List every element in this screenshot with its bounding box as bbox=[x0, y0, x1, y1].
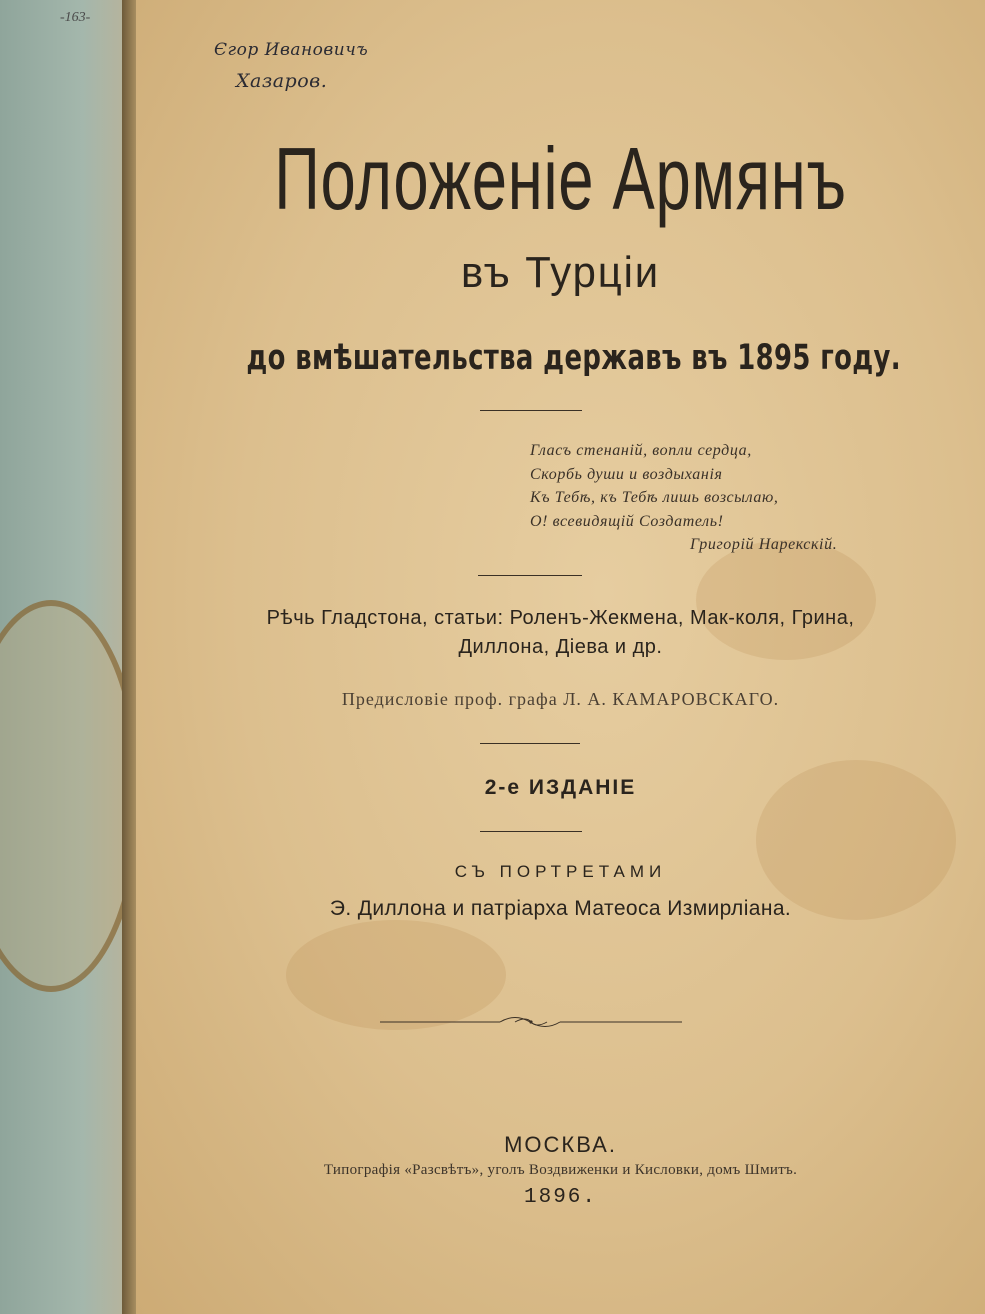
divider-rule bbox=[480, 743, 580, 744]
owner-inscription-line1: Єгор Ивановичъ bbox=[214, 40, 369, 60]
epigraph bbox=[530, 439, 837, 557]
main-title: Положеніе Армянъ bbox=[274, 129, 847, 228]
ornamental-rule bbox=[380, 1014, 682, 1030]
epigraph-line: О! всевидящій Создатель! bbox=[530, 512, 724, 530]
divider-rule bbox=[480, 410, 582, 411]
epigraph-line: Къ Тебѣ, къ Тебѣ лишь возсылаю, bbox=[530, 489, 779, 506]
contents-line2: Диллона, Діева и др. bbox=[458, 636, 663, 658]
imprint-printer: Типографія «Разсвѣтъ», уголъ Воздвиженки и Кисловки, домъ Шмитъ. bbox=[323, 1162, 798, 1178]
owner-inscription-line2: Хазаров. bbox=[236, 70, 328, 92]
epigraph-line: Скорбь души и воздыханія bbox=[530, 465, 723, 483]
water-stain bbox=[0, 600, 142, 992]
epigraph-line: Гласъ стенаній, вопли сердца, bbox=[530, 442, 752, 459]
imprint-city: МОСКВА. bbox=[504, 1132, 617, 1157]
portraits-heading: СЪ ПОРТРЕТАМИ bbox=[454, 862, 667, 881]
preface-credit: Предисловіе проф. графа Л. А. КАМАРОВСКАГО. bbox=[341, 689, 780, 709]
epigraph-author: Григорій Нарекскій. bbox=[690, 536, 838, 553]
portraits-names: Э. Диллона и патріарха Матеоса Измирліана. bbox=[329, 897, 792, 920]
divider-rule bbox=[478, 575, 582, 576]
subtitle-second-line: до вмѣшательства державъ въ 1895 году. bbox=[246, 338, 902, 378]
edition-label: 2-е ИЗДАНІЕ bbox=[484, 776, 637, 799]
corner-note: -163- bbox=[60, 10, 91, 25]
imprint-year: 1896. bbox=[523, 1186, 597, 1209]
contents-line1: Рѣчь Гладстона, статьи: Роленъ-Жекмена, Мак-коля, Грина, bbox=[266, 607, 855, 629]
divider-rule bbox=[480, 831, 582, 832]
title-page bbox=[136, 0, 985, 1314]
subtitle: въ Турціи bbox=[460, 248, 661, 297]
